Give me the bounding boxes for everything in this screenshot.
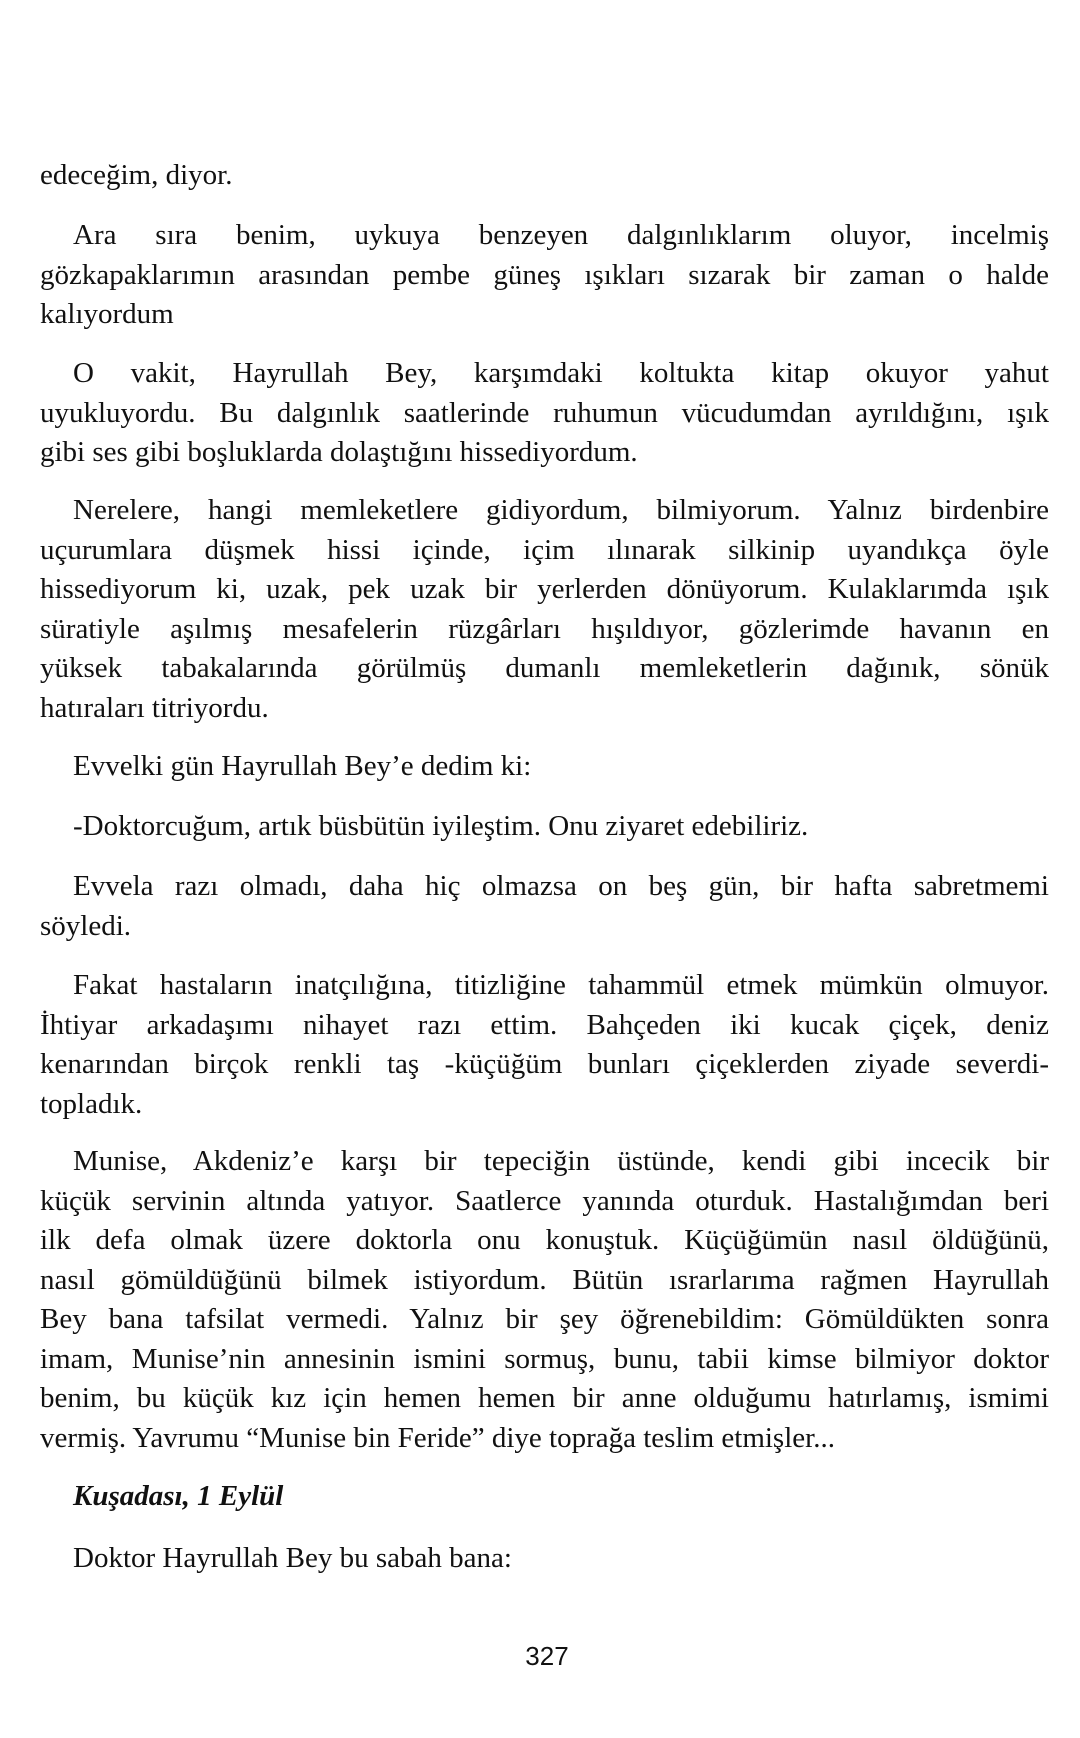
text-line: Munise, Akdeniz’e karşı bir tepeciğin üstünde, kendi gibi incecik bir	[73, 1145, 1049, 1177]
text-line: hissediyorum ki, uzak, pek uzak bir yerlerden dönüyorum. Kulaklarımda ışık	[40, 573, 1049, 605]
text-line: Bey bana tafsilat vermedi. Yalnız bir şey öğrenebildim: Gömüldükten sonra	[40, 1303, 1049, 1335]
text-line: benim, bu küçük kız için hemen hemen bir anne olduğumu hatırlamış, ismimi	[40, 1382, 1049, 1414]
text-line: imam, Munise’nin annesinin ismini sormuş, bunu, tabii kimse bilmiyor doktor	[40, 1342, 1049, 1375]
paragraph	[40, 354, 1049, 473]
section-heading	[40, 1477, 1049, 1517]
paragraph	[40, 491, 1049, 728]
page-number: 327	[525, 1641, 569, 1671]
paragraph	[40, 1142, 1049, 1458]
text-line: İhtiyar arkadaşımı nihayet razı ettim. Bahçeden iki kucak çiçek, deniz	[40, 1008, 1049, 1041]
text-line: gibi ses gibi boşluklarda dolaştığını hissediyordum.	[40, 436, 638, 468]
text-line: nasıl gömüldüğünü bilmek istiyordum. Bütün ısrarlarıma rağmen Hayrullah	[40, 1263, 1049, 1296]
text-line: O vakit, Hayrullah Bey, karşımdaki koltukta kitap okuyor yahut	[73, 357, 1049, 389]
paragraph	[40, 966, 1049, 1124]
paragraph	[40, 1539, 1049, 1579]
paragraph	[40, 216, 1049, 335]
paragraph	[40, 867, 1049, 946]
text-line: yüksek tabakalarında görülmüş dumanlı memleketlerin dağınık, sönük	[40, 652, 1049, 684]
text-line: söyledi.	[40, 909, 132, 942]
text-line: süratiyle aşılmış mesafelerin rüzgârları hışıldıyor, gözlerimde havanın en	[40, 612, 1049, 645]
text-line: edeceğim, diyor.	[40, 159, 233, 191]
text-line: uyukluyordu. Bu dalgınlık saatlerinde ruhumun vücudumdan ayrıldığını, ışık	[40, 396, 1049, 429]
text-line: -Doktorcuğum, artık büsbütün iyileştim. Onu ziyaret edebiliriz.	[73, 810, 809, 842]
text-line: kalıyordum	[40, 298, 174, 330]
text-line: Kuşadası, 1 Eylül	[73, 1480, 284, 1512]
text-line: küçük servinin altında yatıyor. Saatlerce yanında oturduk. Hastalığımdan beri	[40, 1184, 1049, 1217]
text-line: Doktor Hayrullah Bey bu sabah bana:	[73, 1542, 512, 1574]
text-line: gözkapaklarımın arasından pembe güneş ışıkları sızarak bir zaman o halde	[40, 258, 1049, 291]
text-line: Evvela razı olmadı, daha hiç olmazsa on beş gün, bir hafta sabretmemi	[73, 870, 1049, 902]
paragraph	[40, 747, 1049, 787]
text-line: uçurumlara düşmek hissi içinde, içim ılınarak silkinip uyandıkça öyle	[40, 533, 1049, 566]
text-line: vermiş. Yavrumu “Munise bin Feride” diye toprağa teslim etmişler...	[40, 1421, 835, 1454]
text-line: Fakat hastaların inatçılığına, titizliğine tahammül etmek mümkün olmuyor.	[73, 969, 1049, 1001]
text-line: topladık.	[40, 1087, 143, 1120]
text-line: ilk defa olmak üzere doktorla onu konuştuk. Küçüğümün nasıl öldüğünü,	[40, 1224, 1049, 1256]
paragraph	[40, 156, 1049, 196]
text-line: hatıraları titriyordu.	[40, 691, 269, 724]
text-line: Ara sıra benim, uykuya benzeyen dalgınlıklarım oluyor, incelmiş	[73, 219, 1049, 251]
text-line: kenarından birçok renkli taş -küçüğüm bunları çiçeklerden ziyade severdi-	[40, 1048, 1049, 1080]
text-line: Nerelere, hangi memleketlere gidiyordum, bilmiyorum. Yalnız birdenbire	[73, 494, 1049, 526]
paragraph	[40, 807, 1049, 847]
text-line: Evvelki gün Hayrullah Bey’e dedim ki:	[73, 750, 532, 782]
